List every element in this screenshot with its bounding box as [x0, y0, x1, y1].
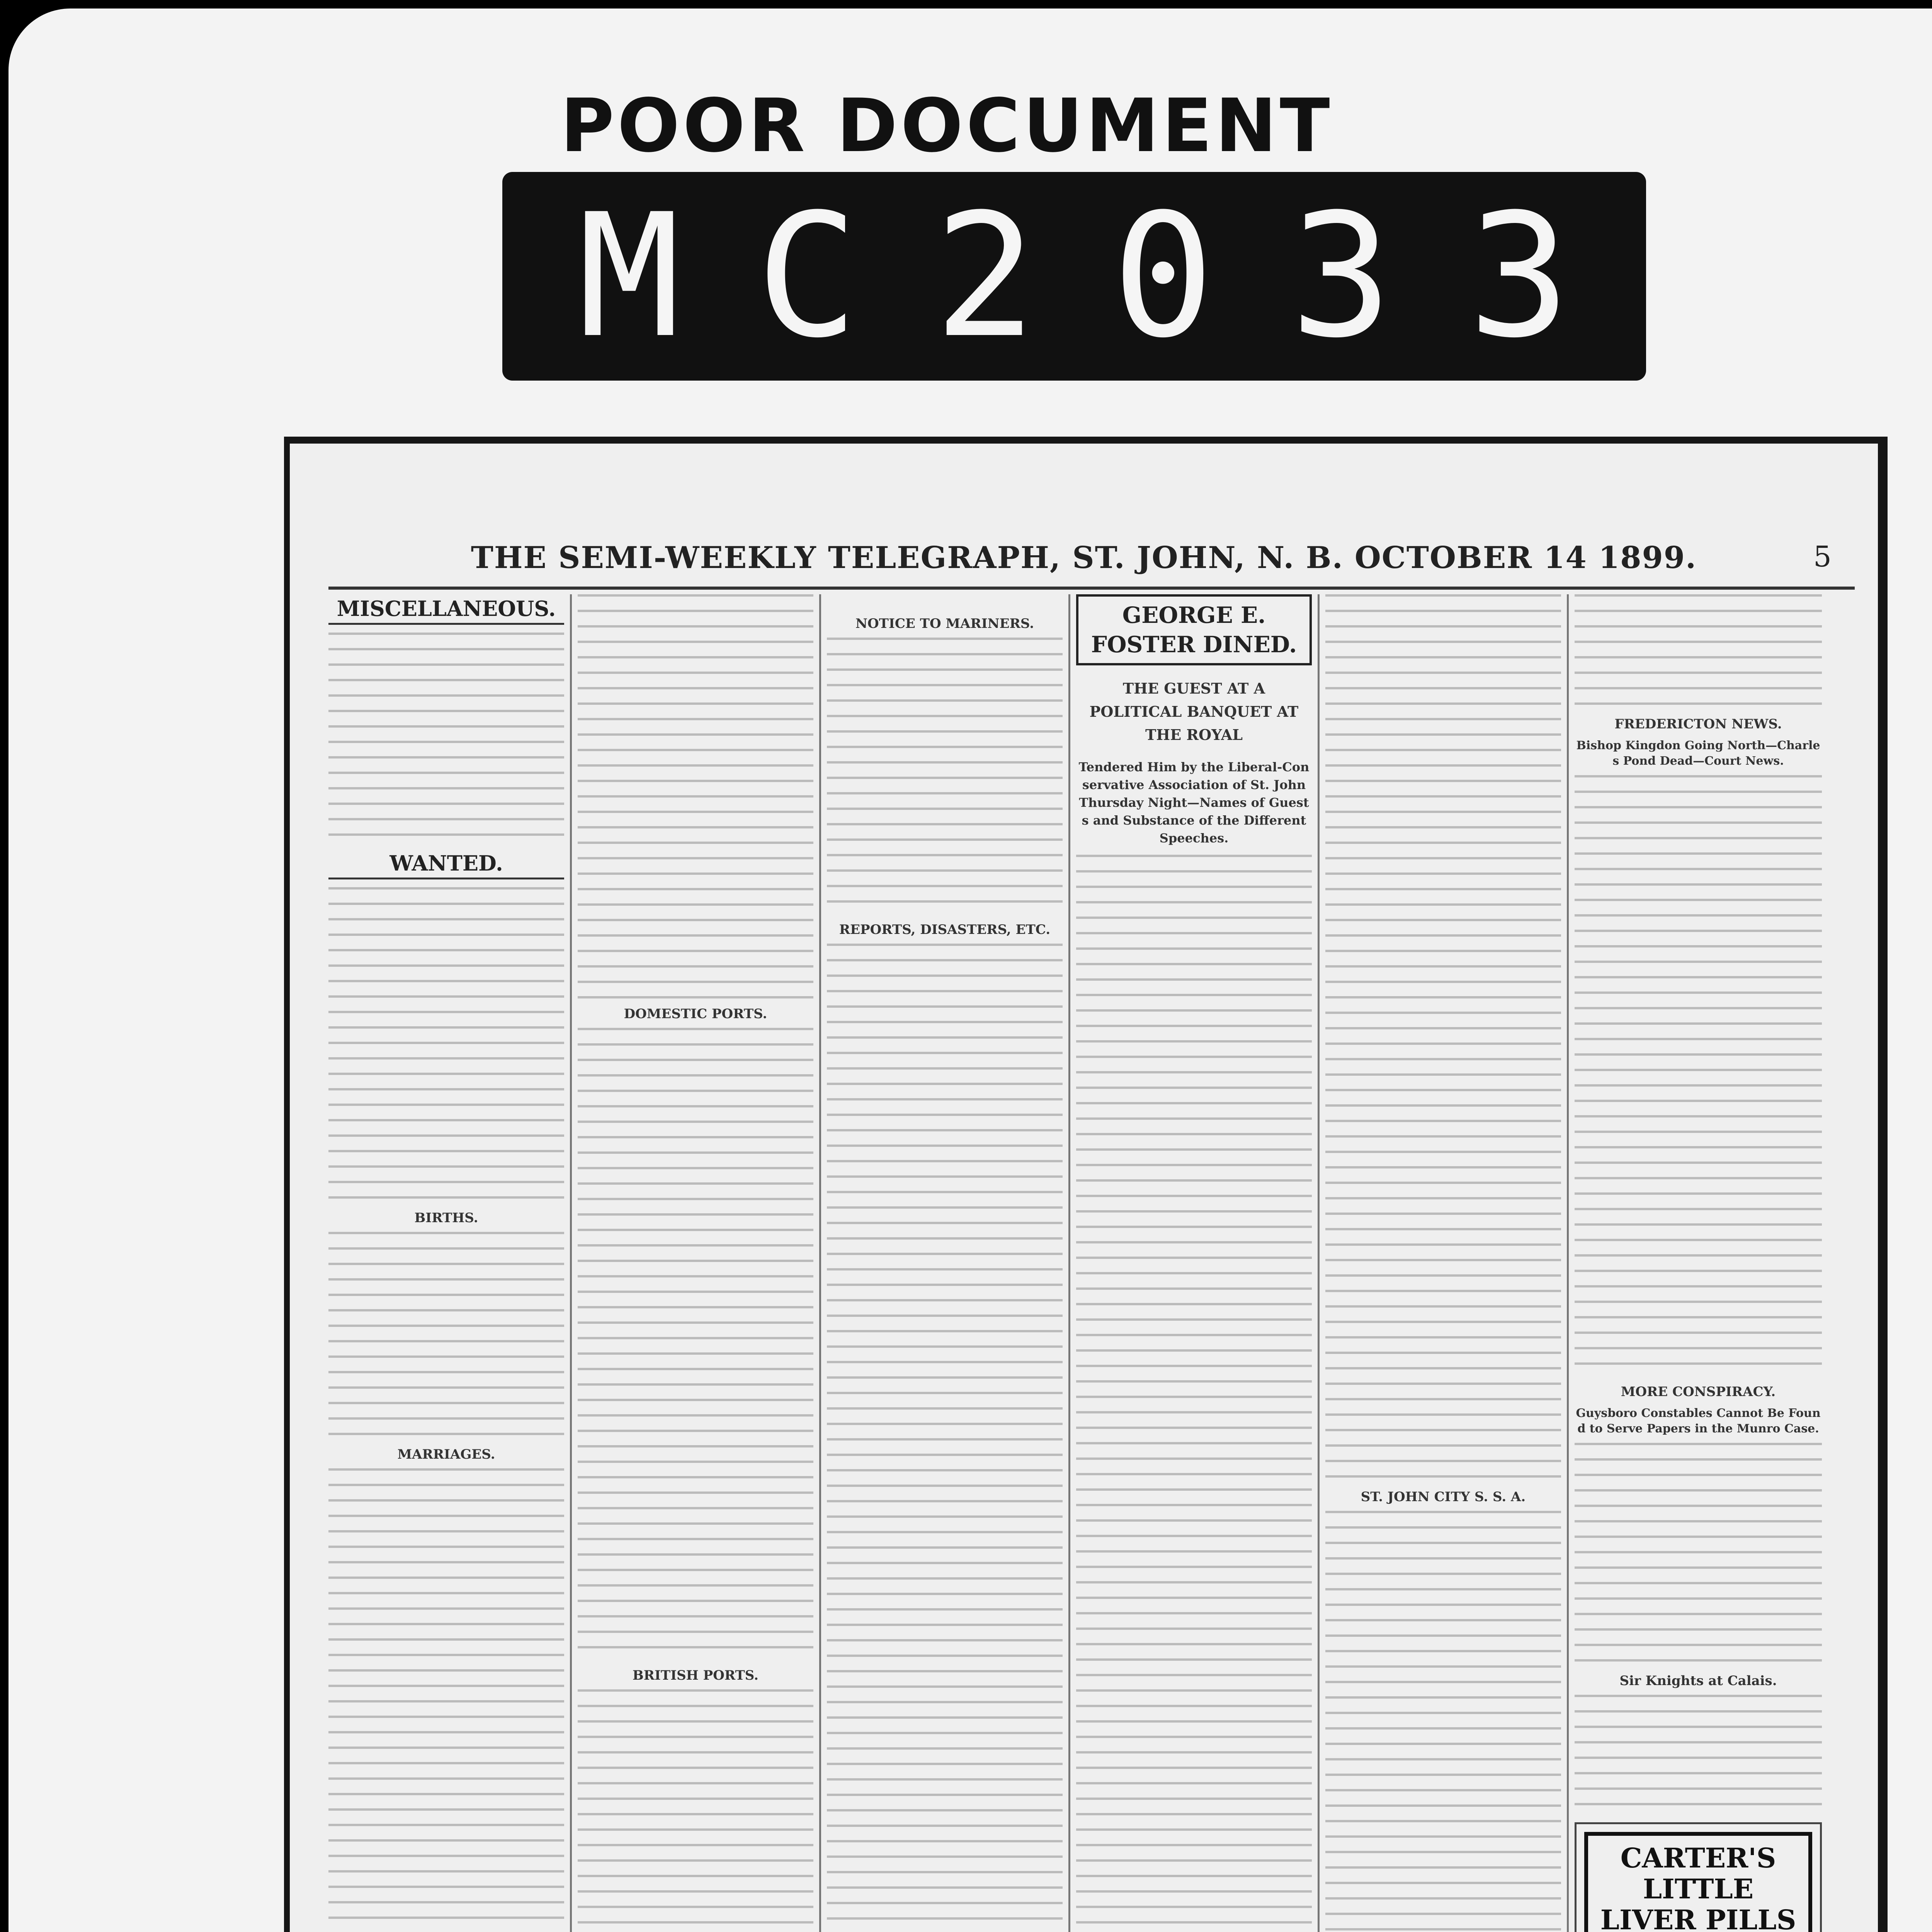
calais-heading: Sir Knights at Calais. [1619, 1673, 1777, 1689]
text-block [1575, 775, 1822, 1378]
microfilm-code-plate [502, 172, 1646, 381]
code-char: 3 [1290, 177, 1393, 375]
code-char: 3 [1468, 177, 1571, 375]
column-2 [578, 594, 813, 1932]
text-block [827, 944, 1063, 1932]
text-block [1325, 594, 1561, 1483]
text-block [1076, 855, 1312, 1932]
column-3 [827, 594, 1063, 1932]
ad-brand: CARTER'S LITTLE LIVER PILLS [1584, 1832, 1812, 1932]
marriages-heading: MARRIAGES. [397, 1447, 495, 1462]
code-char: M [578, 177, 680, 375]
code-char: C [756, 177, 859, 375]
masthead-rule [328, 587, 1855, 590]
deck: Tendered Him by the Liberal-Conservative Association of St. John Thursday Night—Names of Guests and Substance of the Different Speeches. [1078, 760, 1310, 845]
miscellaneous-heading: MISCELLANEOUS. [328, 594, 564, 625]
text-block [1575, 1695, 1822, 1811]
text-block [578, 1689, 813, 1932]
masthead-title: THE SEMI-WEEKLY TELEGRAPH, ST. JOHN, N. B. OCTOBER 14 1899. [471, 540, 1697, 575]
column-rule [1318, 594, 1320, 1932]
column-rule [1068, 594, 1070, 1932]
reports-heading: REPORTS, DISASTERS, ETC. [839, 922, 1051, 937]
ssa-heading: ST. JOHN CITY S. S. A. [1361, 1489, 1526, 1505]
births-heading: BIRTHS. [414, 1210, 478, 1226]
fredericton-deck: Bishop Kingdon Going North—Charles Pond Dead—Court News. [1576, 739, 1820, 768]
code-char: 0 [1112, 177, 1214, 375]
text-block [328, 633, 564, 849]
page-number: 5 [1813, 540, 1832, 573]
column-5 [1325, 594, 1561, 1932]
column-4 [1076, 594, 1312, 1932]
column-rule [570, 594, 572, 1932]
headline: GEORGE E. FOSTER DINED. [1076, 594, 1312, 665]
text-block [827, 638, 1063, 916]
fredericton-heading: FREDERICTON NEWS. [1614, 716, 1782, 732]
column-rule [819, 594, 821, 1932]
text-block [578, 594, 813, 1000]
carters-pills-ad [1575, 1822, 1822, 1932]
text-block [1325, 1511, 1561, 1932]
text-block [1575, 1443, 1822, 1667]
text-block [1575, 594, 1822, 710]
conspiracy-heading: MORE CONSPIRACY. [1621, 1384, 1776, 1400]
poor-document-label: POOR DOCUMENT [560, 83, 1333, 168]
text-block [827, 594, 1063, 610]
column-6 [1575, 594, 1822, 1932]
masthead [290, 532, 1878, 590]
conspiracy-deck: Guysboro Constables Cannot Be Found to Serve Papers in the Munro Case. [1576, 1406, 1821, 1435]
column-1 [328, 594, 564, 1932]
newspaper-page [290, 444, 1878, 1932]
british-ports-heading: BRITISH PORTS. [633, 1668, 759, 1683]
text-block [578, 1028, 813, 1662]
domestic-ports-heading: DOMESTIC PORTS. [624, 1006, 767, 1022]
code-char: 2 [934, 177, 1037, 375]
column-rule [1567, 594, 1569, 1932]
wanted-heading: WANTED. [328, 849, 564, 879]
text-block [328, 1468, 564, 1932]
text-block [328, 887, 564, 1204]
notice-to-mariners-heading: NOTICE TO MARINERS. [855, 616, 1034, 631]
subheadline: THE GUEST AT A POLITICAL BANQUET AT THE ROYAL [1089, 680, 1299, 743]
microfilm-code [502, 172, 1646, 381]
text-block [328, 1232, 564, 1440]
